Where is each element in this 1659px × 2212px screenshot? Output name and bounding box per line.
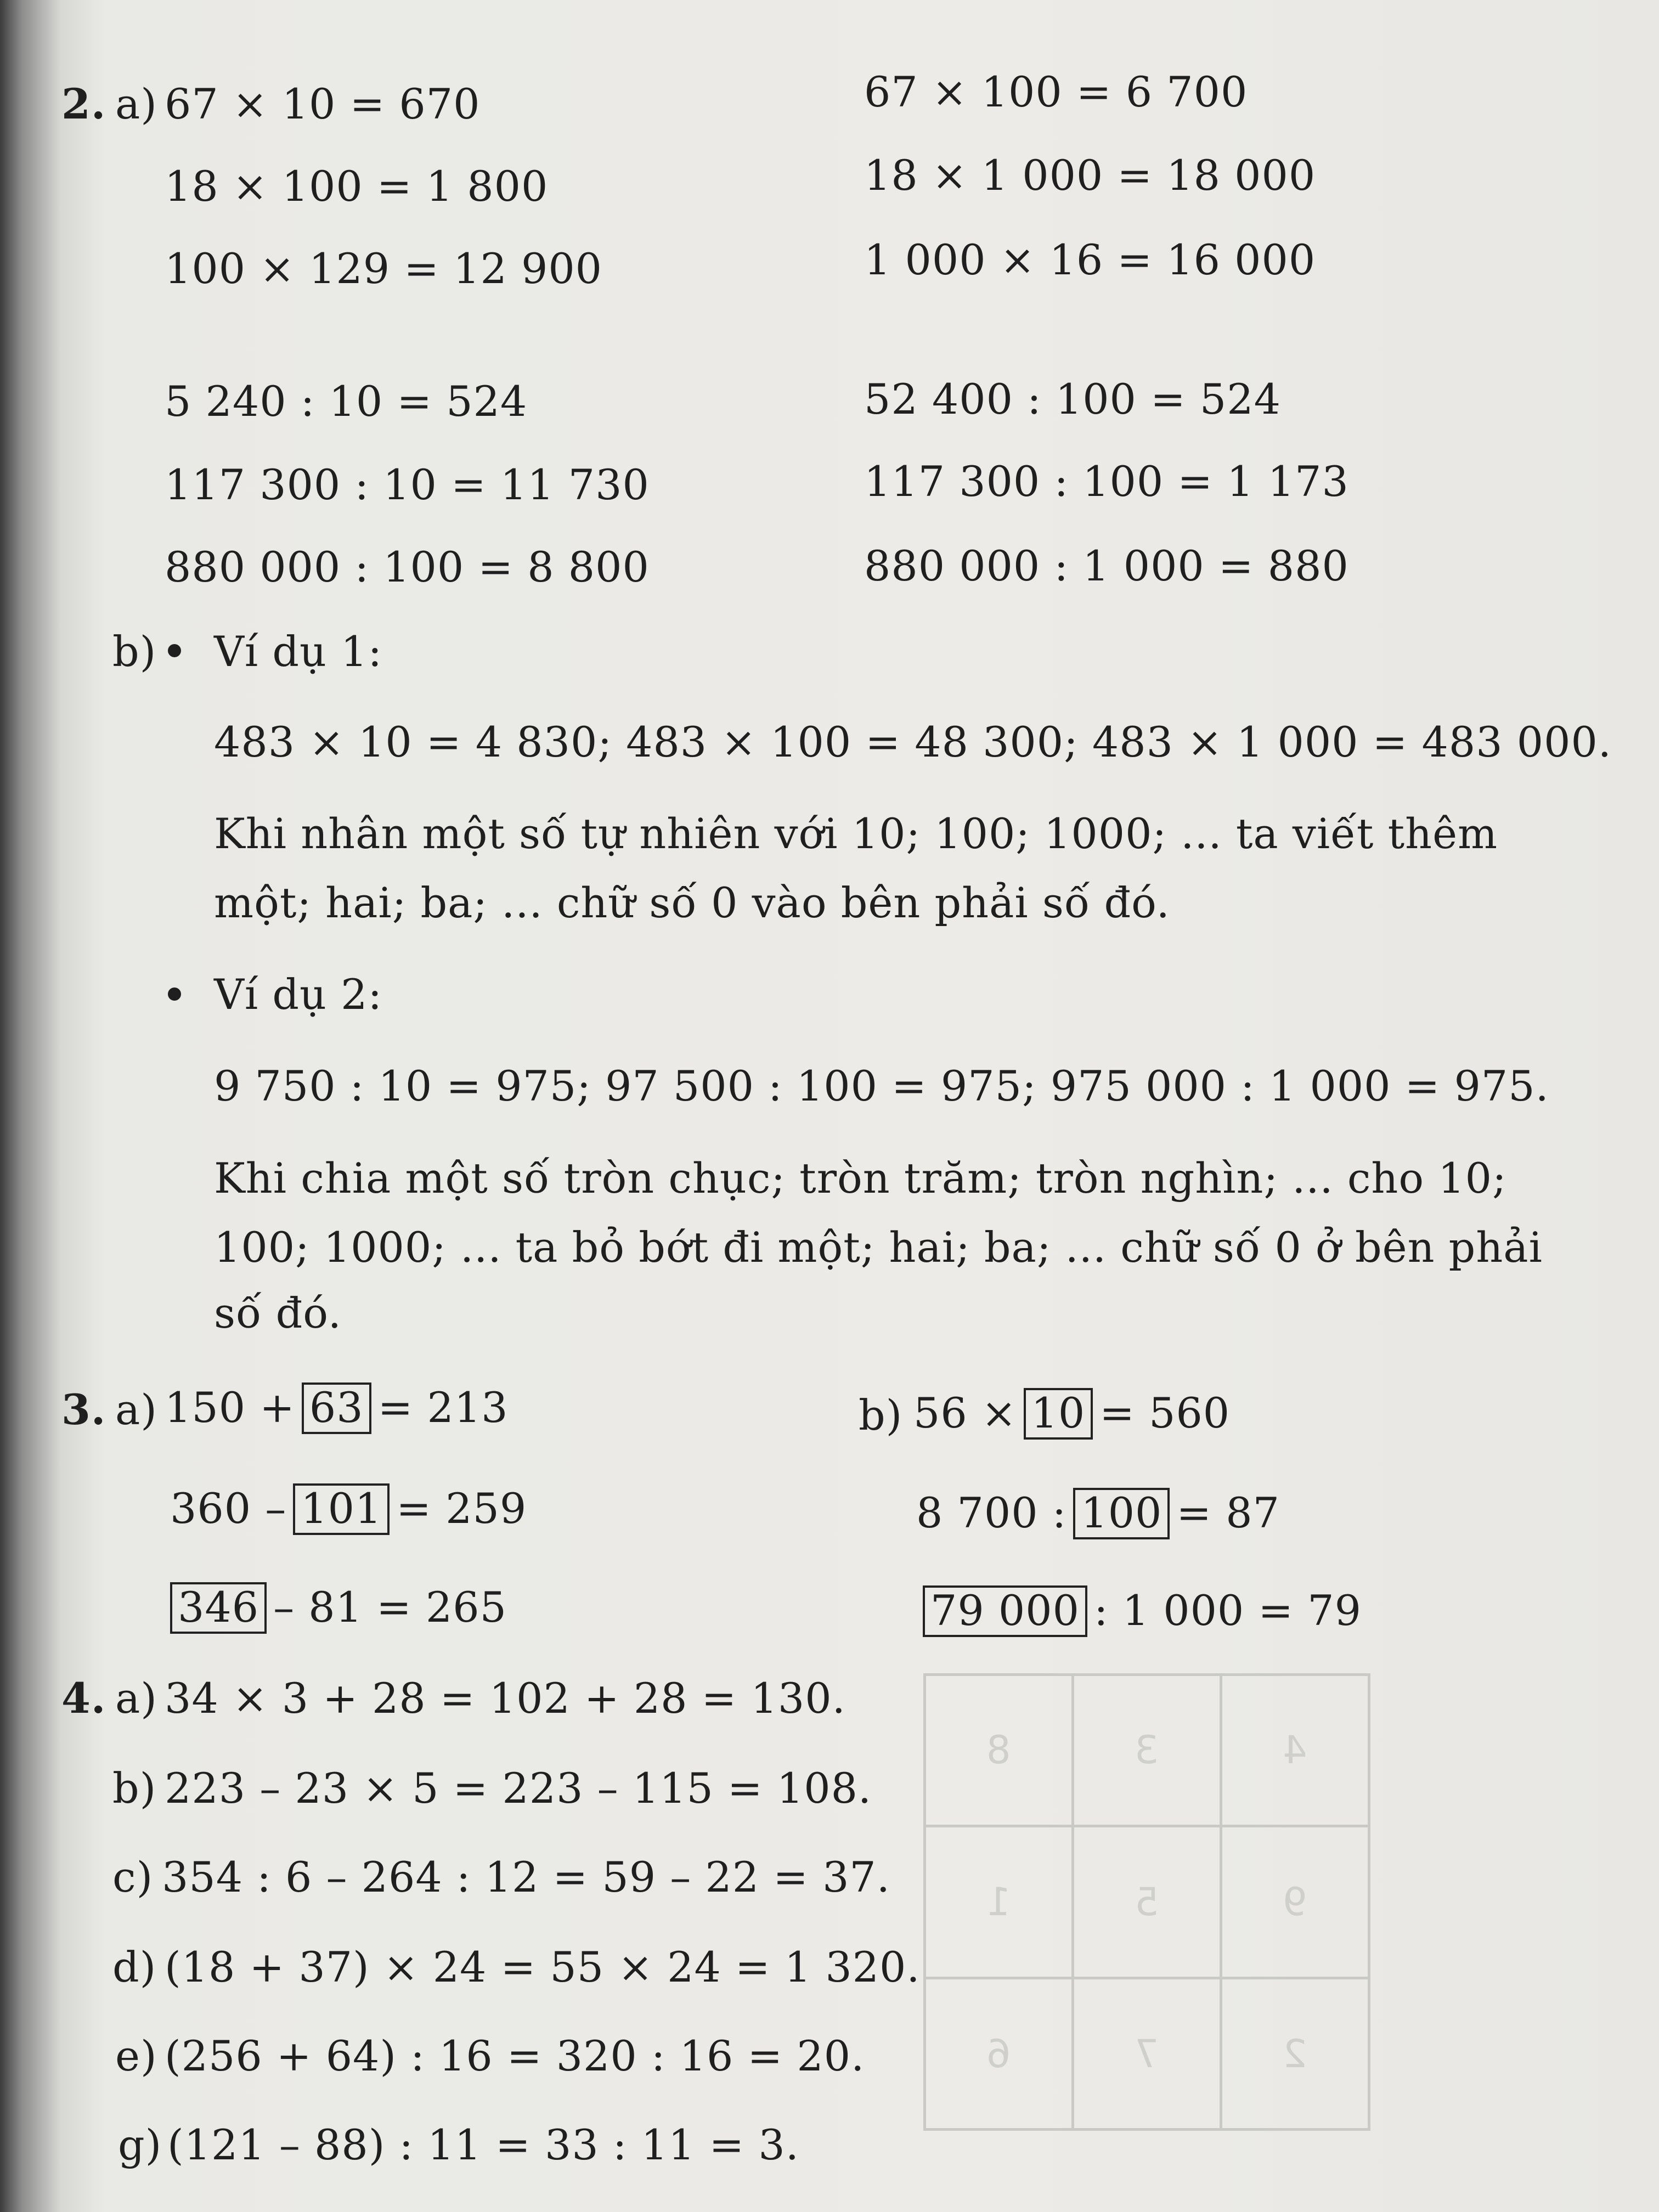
fill-in-equation xyxy=(916,1488,1280,1539)
grid-cell xyxy=(1220,1825,1370,1979)
grid-digit: 7 xyxy=(1134,2031,1159,2076)
showthrough-grid xyxy=(924,1674,1369,2130)
grid-digit: 2 xyxy=(1282,2031,1307,2076)
boxed-answer: 63 xyxy=(302,1383,371,1434)
exercise-4-label: e) xyxy=(115,2032,157,2080)
exercise-3-number: 3. xyxy=(61,1385,106,1434)
exercise-4-label: d) xyxy=(112,1943,157,1991)
grid-cell xyxy=(923,1673,1074,1828)
exercise-4-number: 4. xyxy=(61,1674,106,1723)
equation: 67 × 100 = 6 700 xyxy=(864,67,1248,116)
exercise-3b-label: b) xyxy=(859,1391,903,1440)
grid-cell xyxy=(1071,1977,1222,2131)
grid-digit: 8 xyxy=(986,1728,1011,1773)
example-2-rule: Khi chia một số tròn chục; tròn trăm; tròn nghìn; ... cho 10; xyxy=(214,1154,1507,1203)
equation-part: = 560 xyxy=(1099,1389,1231,1437)
example-1-title: Ví dụ 1: xyxy=(214,627,383,676)
equation: 18 × 1 000 = 18 000 xyxy=(864,151,1316,200)
bullet-icon xyxy=(168,644,181,657)
equation: 18 × 100 = 1 800 xyxy=(165,162,549,211)
equation-part: = 213 xyxy=(377,1383,509,1432)
fill-in-equation xyxy=(165,1383,509,1434)
example-2-equation: 9 750 : 10 = 975; 97 500 : 100 = 975; 975 000 : 1 000 = 975. xyxy=(214,1062,1549,1110)
exercise-3a-label: a) xyxy=(115,1385,157,1434)
equation-part: = 259 xyxy=(396,1484,527,1533)
grid-digit: 4 xyxy=(1282,1728,1307,1773)
grid-cell xyxy=(1071,1673,1222,1828)
grid-digit: 3 xyxy=(1134,1728,1159,1773)
equation-part: = 87 xyxy=(1176,1488,1280,1537)
exercise-2-number: 2. xyxy=(61,80,106,128)
exercise-2b-label: b) xyxy=(112,627,157,676)
equation-part: 56 × xyxy=(913,1389,1017,1437)
example-1-equation: 483 × 10 = 4 830; 483 × 100 = 48 300; 483 × 1 000 = 483 000. xyxy=(214,718,1612,766)
grid-digit: 9 xyxy=(1282,1879,1307,1925)
boxed-answer: 346 xyxy=(170,1582,267,1634)
exercise-4-label: c) xyxy=(112,1853,154,1901)
boxed-answer: 79 000 xyxy=(923,1585,1087,1637)
equation-part: 150 + xyxy=(165,1383,295,1432)
exercise-4-equation: 34 × 3 + 28 = 102 + 28 = 130. xyxy=(165,1674,846,1723)
equation: 100 × 129 = 12 900 xyxy=(165,244,603,293)
equation: 117 300 : 100 = 1 173 xyxy=(864,457,1349,506)
grid-cell xyxy=(923,1977,1074,2131)
equation: 5 240 : 10 = 524 xyxy=(165,377,528,426)
equation: 880 000 : 100 = 8 800 xyxy=(165,543,650,591)
equation-part: : 1 000 = 79 xyxy=(1093,1586,1362,1635)
equation: 1 000 × 16 = 16 000 xyxy=(864,235,1316,284)
example-2-title: Ví dụ 2: xyxy=(214,970,383,1019)
exercise-4-equation: (121 – 88) : 11 = 33 : 11 = 3. xyxy=(167,2120,799,2169)
boxed-answer: 100 xyxy=(1073,1488,1170,1539)
grid-cell xyxy=(1220,1977,1370,2131)
exercise-4-equation: (18 + 37) × 24 = 55 × 24 = 1 320. xyxy=(165,1943,921,1991)
example-1-rule: Khi nhân một số tự nhiên với 10; 100; 1000; ... ta viết thêm xyxy=(214,809,1498,858)
fill-in-equation xyxy=(170,1483,527,1535)
fill-in-equation xyxy=(913,1388,1230,1440)
grid-cell xyxy=(1220,1673,1370,1828)
exercise-4-equation: 223 – 23 × 5 = 223 – 115 = 108. xyxy=(165,1764,872,1813)
exercise-2a-label: a) xyxy=(115,80,157,128)
exercise-4-equation: 354 : 6 – 264 : 12 = 59 – 22 = 37. xyxy=(162,1853,890,1901)
grid-digit: 6 xyxy=(986,2031,1011,2076)
boxed-answer: 101 xyxy=(293,1483,390,1535)
grid-cell xyxy=(1071,1825,1222,1979)
grid-digit: 1 xyxy=(986,1879,1011,1925)
equation: 67 × 10 = 670 xyxy=(165,80,481,128)
boxed-answer: 10 xyxy=(1024,1388,1093,1440)
fill-in-equation xyxy=(923,1585,1362,1637)
example-1-rule: một; hai; ba; ... chữ số 0 vào bên phải số đó. xyxy=(214,878,1170,927)
exercise-4-label: b) xyxy=(112,1764,157,1813)
equation: 117 300 : 10 = 11 730 xyxy=(165,460,650,509)
equation: 52 400 : 100 = 524 xyxy=(864,375,1281,424)
grid-cell xyxy=(923,1825,1074,1979)
example-2-rule: 100; 1000; ... ta bỏ bớt đi một; hai; ba; ... chữ số 0 ở bên phải xyxy=(214,1223,1543,1272)
fill-in-equation xyxy=(170,1582,507,1634)
exercise-4-label: a) xyxy=(115,1674,157,1723)
equation-part: – 81 = 265 xyxy=(273,1583,507,1632)
exercise-4-label: g) xyxy=(118,2120,162,2169)
equation-part: 360 – xyxy=(170,1484,287,1533)
exercise-4-equation: (256 + 64) : 16 = 320 : 16 = 20. xyxy=(165,2032,865,2080)
bullet-icon xyxy=(168,988,181,1001)
example-2-rule: số đó. xyxy=(214,1289,342,1338)
equation-part: 8 700 : xyxy=(916,1488,1067,1537)
equation: 880 000 : 1 000 = 880 xyxy=(864,541,1349,590)
grid-digit: 5 xyxy=(1134,1879,1159,1925)
